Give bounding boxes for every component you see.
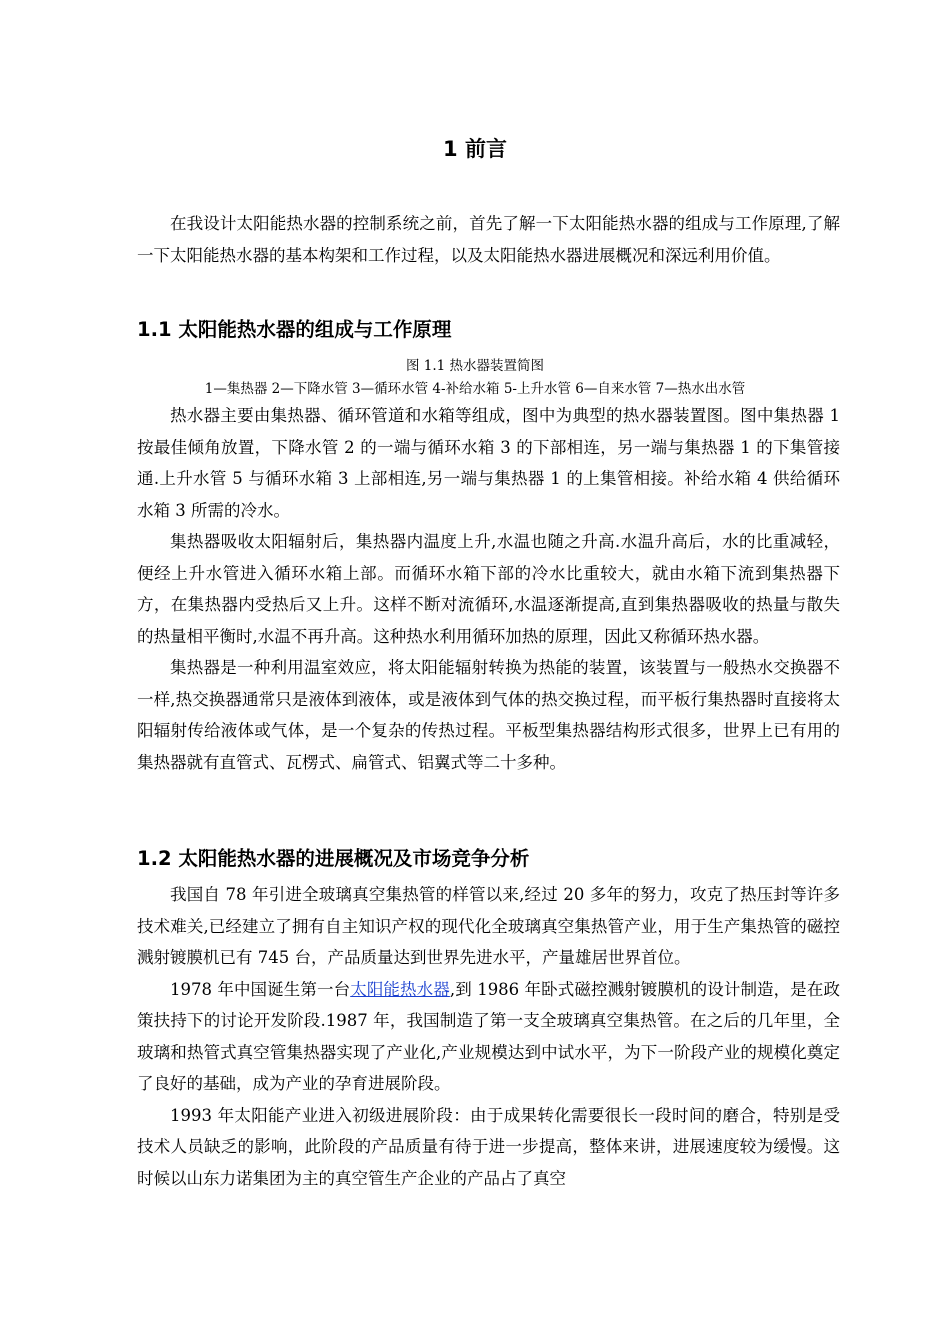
paragraph: 集热器是一种利用温室效应，将太阳能辐射转换为热能的装置，该装置与一般热水交换器不一样,热交换器通常只是液体到液体，或是液体到气体的热交换过程，而平板行集热器时直接将太阳辐射传给液体或气体，是一个复杂的传热过程。平板型集热器结构形式很多，世界上已有用的集热器就有直管式、瓦楞式、扁管式、铝翼式等二十多种。 <box>137 658 840 772</box>
intro-block <box>137 208 840 271</box>
chapter-title: 1 前言 <box>443 137 507 161</box>
section-1-body <box>137 400 840 778</box>
section-2-body <box>137 879 840 1194</box>
paragraph-text: ,到 1986 年卧式磁控溅射镀膜机的设计制造，是在政策扶持下的讨论开发阶段.1987 年，我国制造了第一支全玻璃真空集热管。在之后的几年里，全玻璃和热管式真空管集热器实现了产业化,产业规模达到中试水平，为下一阶段产业的规模化奠定了良好的基础，成为产业的孕育进展阶段。 <box>137 979 840 1093</box>
paragraph: 热水器主要由集热器、循环管道和水箱等组成，图中为典型的热水器装置图。图中集热器 1 按最佳倾角放置，下降水管 2 的一端与循环水箱 3 的下部相连，另一端与集热器 1 的下集管接通.上升水管 5 与循环水箱 3 上部相连,另一端与集热器 1 的上集管相接。补给水箱 4 供给循环水箱 3 所需的冷水。 <box>137 406 840 520</box>
paragraph <box>137 974 840 1100</box>
paragraph: 我国自 78 年引进全玻璃真空集热管的样管以来,经过 20 多年的努力，攻克了热压封等许多技术难关,已经建立了拥有自主知识产权的现代化全玻璃真空集热管产业，用于生产集热管的磁控溅射镀膜机已有 745 台，产品质量达到世界先进水平，产量雄居世界首位。 <box>137 885 840 967</box>
paragraph-text: 1978 年中国诞生第一台 <box>170 979 351 999</box>
section-2-heading: 1.2 太阳能热水器的进展概况及市场竞争分析 <box>137 847 530 870</box>
section-1-heading: 1.1 太阳能热水器的组成与工作原理 <box>137 318 452 341</box>
figure-legend: 1—集热器 2—下降水管 3—循环水管 4-补给水箱 5-上升水管 6—自来水管 7—热水出水管 <box>204 381 746 397</box>
solar-water-heater-link[interactable]: 太阳能热水器 <box>350 979 450 999</box>
paragraph: 集热器吸收太阳辐射后，集热器内温度上升,水温也随之升高.水温升高后，水的比重减轻，便经上升水管进入循环水箱上部。而循环水箱下部的冷水比重较大，就由水箱下流到集热器下方，在集热器内受热后又上升。这样不断对流循环,水温逐渐提高,直到集热器吸收的热量与散失的热量相平衡时,水温不再升高。这种热水利用循环加热的原理，因此又称循环热水器。 <box>137 532 840 646</box>
figure-caption: 图 1.1 热水器装置简图 <box>405 358 545 374</box>
intro-paragraph: 在我设计太阳能热水器的控制系统之前，首先了解一下太阳能热水器的组成与工作原理,了解一下太阳能热水器的基本构架和工作过程，以及太阳能热水器进展概况和深远利用价值。 <box>137 214 840 265</box>
paragraph: 1993 年太阳能产业进入初级进展阶段：由于成果转化需要很长一段时间的磨合，特别是受技术人员缺乏的影响，此阶段的产品质量有待于进一步提高，整体来讲，进展速度较为缓慢。这时候以山东力诺集团为主的真空管生产企业的产品占了真空 <box>137 1105 840 1188</box>
